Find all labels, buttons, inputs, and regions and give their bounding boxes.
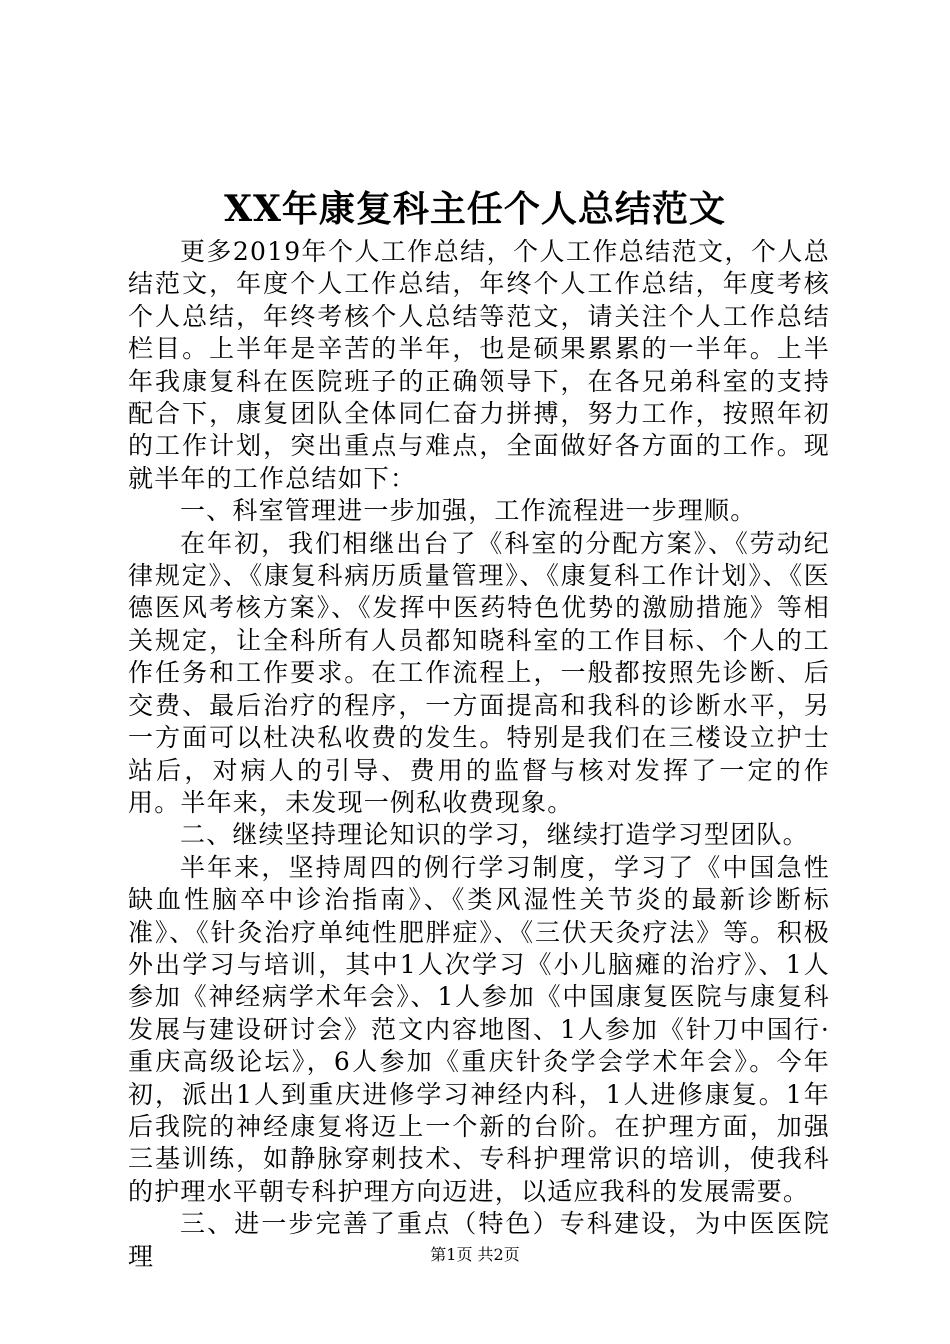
page-footer: 第1页 共2页: [430, 1245, 520, 1264]
section-heading-2: 二、继续坚持理论知识的学习，继续打造学习型团队。: [180, 820, 809, 850]
paragraph-learning: 半年来，坚持周四的例行学习制度，学习了《中国急性缺血性脑卒中诊治指南》、《类风湿性关节炎的最新诊断标准》、《针灸治疗单纯性肥胖症》、《三伏天灸疗法》等。积极外出学习与培训，其中1人次学习《小儿脑瘫的治疗》、1人参加《神经病学术年会》、1人参加《中国康复医院与康复科发展与建设研讨会》范文内容地图、1人参加《针刀中国行·重庆高级论坛》，6人参加《重庆针灸学会学术年会》。今年初，派出1人到重庆进修学习神经内科，1人进修康复。1年后我院的神经康复将迈上一个新的台阶。在护理方面，加强三基训练，如静脉穿刺技术、专科护理常识的培训，使我科的护理水平朝专科护理方向迈进，以适应我科的发展需要。: [128, 852, 830, 1206]
paragraph-management: 在年初，我们相继出台了《科室的分配方案》、《劳动纪律规定》、《康复科病历质量管理》、《康复科工作计划》、《医德医风考核方案》、《发挥中医药特色优势的激励措施》等相关规定，让全科所有人员都知晓科室的工作目标、个人的工作任务和工作要求。在工作流程上，一般都按照先诊断、后交费、最后治疗的程序，一方面提高和我科的诊断水平，另一方面可以杜决私收费的发生。特别是我们在三楼设立护士站后，对病人的引导、费用的监督与核对发挥了一定的作用。半年来，未发现一例私收费现象。: [128, 528, 830, 817]
document-body: [128, 236, 830, 1273]
document-title: XX年康复科主任个人总结范文: [224, 188, 726, 230]
paragraph-intro: 更多2019年个人工作总结，个人工作总结范文，个人总结范文，年度个人工作总结，年终个人工作总结，年度考核个人总结，年终考核个人总结等范文，请关注个人工作总结栏目。上半年是辛苦的半年，也是硕果累累的一半年。上半年我康复科在医院班子的正确领导下，在各兄弟科室的支持配合下，康复团队全体同仁奋力拼搏，努力工作，按照年初的工作计划，突出重点与难点，全面做好各方面的工作。现就半年的工作总结如下：: [128, 237, 830, 493]
section-heading-1: 一、科室管理进一步加强，工作流程进一步理顺。: [180, 496, 757, 526]
section-heading-3: 三、进一步完善了重点（特色）专科建设，为中医医院理: [128, 1209, 830, 1271]
